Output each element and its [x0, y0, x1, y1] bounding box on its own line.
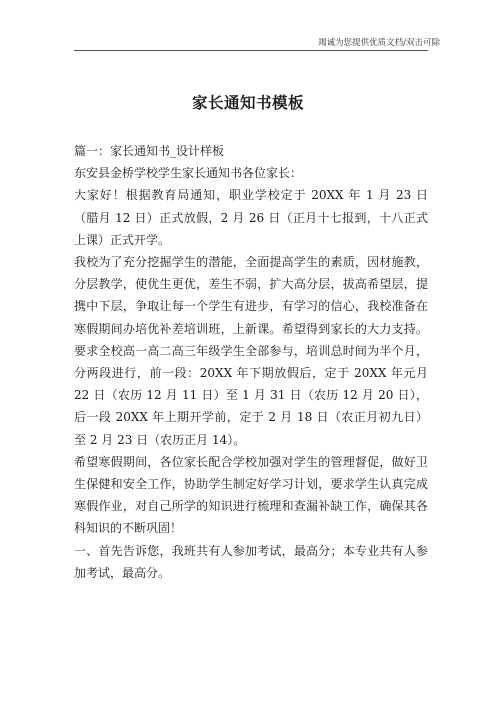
header-note: 竭诚为您提供优质文档/双击可除 — [318, 38, 440, 48]
paragraph-exam-results: 一、首先告诉您，我班共有人参加考试，最高分；本专业共有人参加考试，最高分。 — [74, 543, 428, 580]
salutation: 东安县金桥学校学生家长通知书各位家长： — [74, 166, 303, 181]
document-title: 家长通知书模板 — [191, 93, 304, 112]
section-heading: 篇一：家长通知书_设计样板 — [74, 144, 225, 158]
document-body — [74, 140, 428, 584]
header-divider — [74, 50, 428, 51]
paragraph-schedule: 大家好！根据教育局通知，职业学校定于 20XX 年 1 月 23 日（腊月 12 日）正式放假，2 月 26 日（正月十七报到，十八正式上课）正式开学。 — [74, 188, 428, 247]
paragraph-holiday-advice: 希望寒假期间，各位家长配合学校加强对学生的管理督促，做好卫生保健和安全工作，协助学生制定好学习计划，要求学生认真完成寒假作业，对自己所学的知识进行梳理和查漏补缺工作，确保其各科知识的不断巩固！ — [74, 454, 428, 536]
paragraph-training: 我校为了充分挖掘学生的潜能，全面提高学生的素质，因材施教，分层教学，使优生更优，差生不弱，扩大高分层，拔高希望层，提携中下层，争取让每一个学生有进步，有学习的信心，我校准备在寒假期间办培优补差培训班，上新课。希望得到家长的大力支持。要求全校高一高二高三年级学生全部参与，培训总时间为半个月，分两段进行，前一段：20XX 年下期放假后，定于 20XX 年元月 22 日（农历 12 月 11 日）至 1 月 31 日（农历 12 月 20 日），后一段 20XX 年上期开学前，定于 2 月 18 日（农正月初九日）至 2 月 23 日（农历正月 14）。 — [74, 255, 428, 447]
